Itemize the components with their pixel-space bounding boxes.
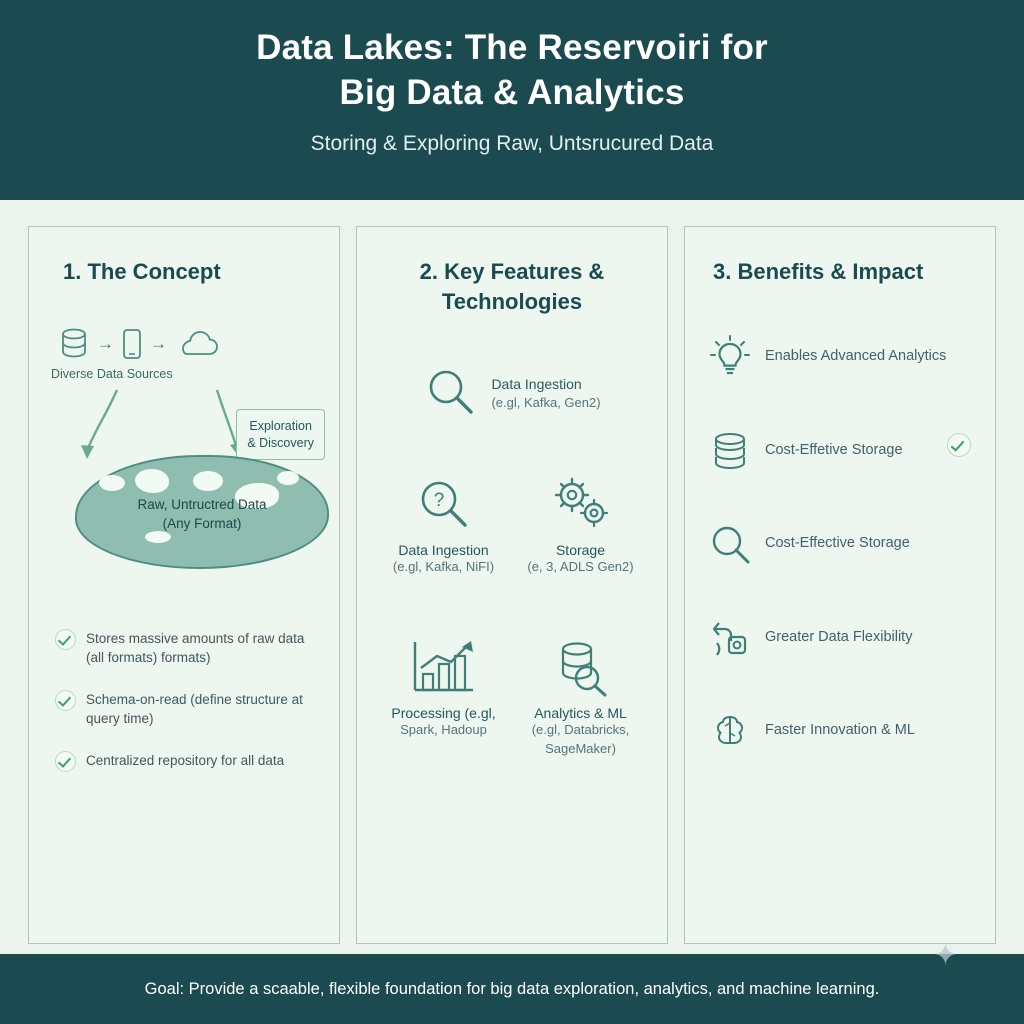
benefit-label xyxy=(765,533,910,554)
feature-subtitle: (e.gl, Kafka, NiFI) xyxy=(392,559,495,575)
arrow-right-icon-2: → xyxy=(150,333,167,353)
bullet-text: Schema-on-read (define structure at query time) xyxy=(86,691,303,727)
arrow-right-icon-1: → xyxy=(97,333,114,353)
data-sources-row xyxy=(59,327,321,361)
feature-subtitle: (e.gl, Databricks, SageMaker) xyxy=(531,722,630,757)
check-icon xyxy=(55,629,76,650)
feature-title: Data Ingestion xyxy=(491,376,582,393)
benefit-label: Enables Advanced Analytics xyxy=(765,348,947,365)
lake-label xyxy=(77,495,327,534)
feature-subtitle: (e, 3, ADLS Gen2) xyxy=(527,559,634,575)
flexible-data-icon xyxy=(709,617,751,659)
feature-item-analytics-ml xyxy=(512,635,649,759)
feature-item-data-ingestion xyxy=(375,472,512,577)
check-icon xyxy=(947,433,971,457)
callout-line1: Exploration xyxy=(249,418,312,433)
mobile-device-icon xyxy=(122,328,142,360)
data-sources-label: Diverse Data Sources xyxy=(51,366,173,381)
benefit-item-cost-effective-storage-1 xyxy=(709,431,977,471)
cloud-icon xyxy=(175,329,221,359)
benefit-label-text: Cost-Effective Storage xyxy=(765,535,910,552)
card-concept xyxy=(28,226,340,944)
sparkle-icon: ✦ xyxy=(932,939,958,972)
check-icon xyxy=(55,690,76,711)
data-lake-shape xyxy=(75,455,329,569)
benefit-label: Cost-Effetive Storage xyxy=(765,442,903,459)
header xyxy=(0,0,1024,200)
benefit-label: Faster Innovation & ML xyxy=(765,722,915,739)
lightbulb-icon xyxy=(709,335,751,379)
feature-title: Processing (e.gl, xyxy=(391,705,496,722)
footer xyxy=(0,939,1024,1024)
feature-grid xyxy=(375,472,649,759)
svg-text:?: ? xyxy=(433,490,444,512)
lake-blob-2 xyxy=(135,469,169,493)
benefit-item-data-flexibility xyxy=(709,617,977,659)
magnifier-icon xyxy=(423,364,479,420)
magnifier-question-icon xyxy=(375,472,512,536)
concept-bullet-list xyxy=(55,629,321,772)
feature-title: Storage xyxy=(555,542,606,559)
concept-heading: 1. The Concept xyxy=(63,259,221,284)
feature-item-storage xyxy=(512,472,649,577)
database-magnifier-icon xyxy=(512,635,649,699)
coins-icon xyxy=(709,431,751,471)
benefits-heading: 3. Benefits & Impact xyxy=(713,259,924,284)
benefit-item-faster-innovation xyxy=(709,711,977,751)
feature-subtitle: Spark, Hadoup xyxy=(400,722,487,738)
features-heading: 2. Key Features & Technologies xyxy=(419,259,605,314)
lake-blob-5 xyxy=(277,471,299,485)
columns-container xyxy=(0,200,1024,954)
feature-item-ingestion-top xyxy=(375,364,649,420)
footer-goal-text: Goal: Provide a scaable, flexible foundation for big data exploration, analytics, and machine learning. xyxy=(144,979,880,998)
exploration-callout xyxy=(236,409,325,461)
page-title-line2: Big Data & Analytics xyxy=(339,72,685,112)
callout-line2: & Discovery xyxy=(247,435,314,450)
bullet-text: Stores massive amounts of raw data (all formats) formats) xyxy=(86,630,305,666)
gears-icon xyxy=(512,472,649,536)
lake-blob-1 xyxy=(99,475,125,491)
lake-blob-3 xyxy=(193,471,223,491)
feature-item-processing xyxy=(375,635,512,759)
database-icon xyxy=(59,327,89,361)
brain-chip-icon xyxy=(709,711,751,751)
lake-label-line1: Raw, Untructred Data xyxy=(137,496,267,512)
check-icon xyxy=(55,751,76,772)
magnifier-icon xyxy=(709,523,751,565)
card-benefits xyxy=(684,226,996,944)
bar-chart-arrow-icon xyxy=(375,635,512,699)
data-lake-diagram xyxy=(47,385,321,625)
feature-title: Data Ingestion xyxy=(398,542,489,559)
feature-subtitle: (e.gl, Kafka, Gen2) xyxy=(491,395,601,411)
feature-title: Analytics & ML xyxy=(534,705,627,722)
list-item xyxy=(55,751,321,772)
page-title xyxy=(60,26,964,116)
benefit-item-cost-effective-storage-2 xyxy=(709,523,977,565)
page-title-line1: Data Lakes: The Reservoiri for xyxy=(256,28,768,67)
list-item xyxy=(55,690,321,729)
bullet-text: Centralized repository for all data xyxy=(86,752,285,768)
benefit-item-advanced-analytics xyxy=(709,335,977,379)
card-features xyxy=(356,226,668,944)
benefit-label: Greater Data Flexibility xyxy=(765,629,913,646)
list-item xyxy=(55,629,321,668)
page-subtitle: Storing & Exploring Raw, Untsrucured Data xyxy=(310,131,714,155)
lake-label-line2: (Any Format) xyxy=(162,516,242,532)
